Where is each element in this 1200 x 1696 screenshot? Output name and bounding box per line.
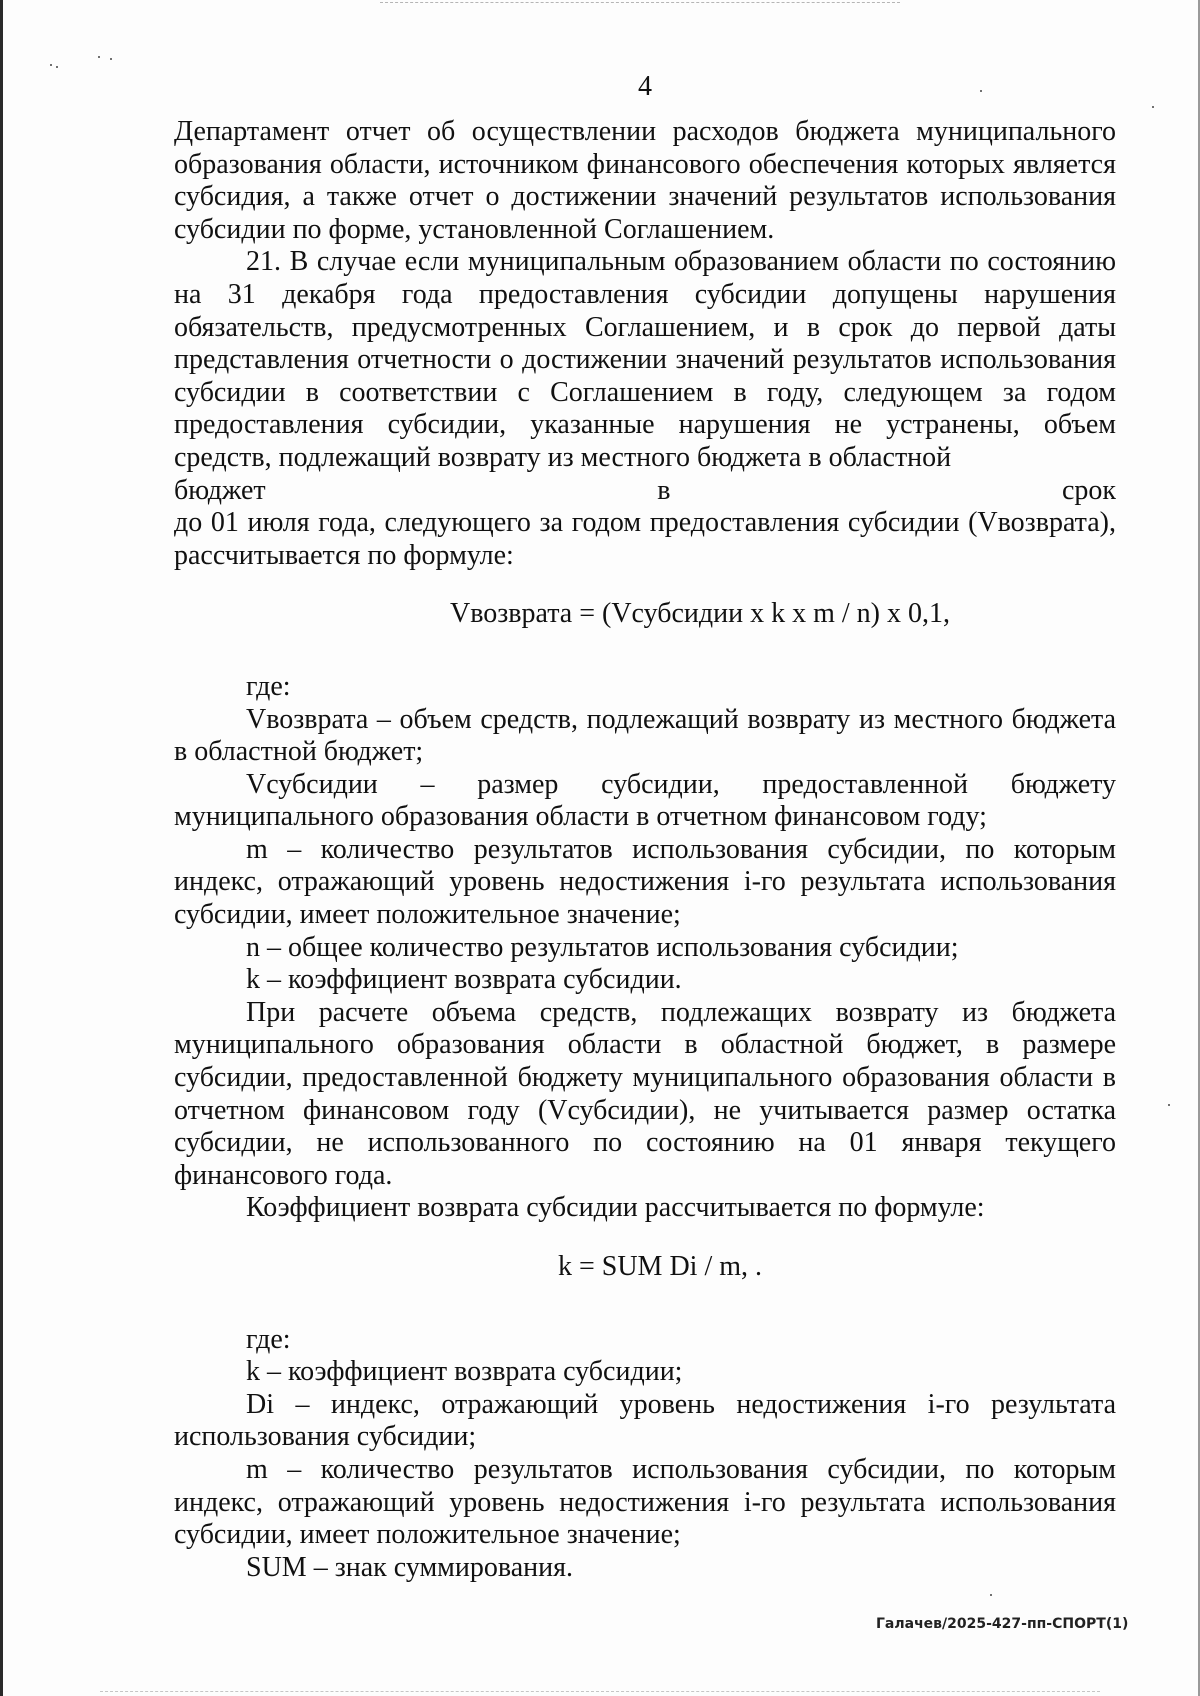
paragraph-report: Департамент отчет об осуществлении расходов бюджета муниципального образования области, источником финансового обеспечения которых является субсидия, а также отчет о достижении значений результатов использования субсидии по форме, установленной Соглашением. bbox=[174, 116, 1116, 245]
definition-n: n – общее количество результатов использования субсидии; bbox=[246, 931, 959, 963]
document-body bbox=[174, 116, 1116, 1584]
page-number: 4 bbox=[638, 71, 652, 102]
scan-edge-left bbox=[0, 0, 3, 1696]
definition-m-2: m – количество результатов использования субсидии, по которым индекс, отражающий уровень недостижения i-го результата использования субсидии, имеет положительное значение; bbox=[174, 1453, 1116, 1551]
word-in: в bbox=[657, 474, 671, 506]
formula-return-volume: Vвозврата = (Vсубсидии x k x m / n) x 0,1, bbox=[449, 598, 951, 630]
scan-speck bbox=[1168, 1104, 1170, 1106]
word-term: срок bbox=[1061, 474, 1116, 506]
definition-sum: SUM – знак суммирования. bbox=[246, 1551, 574, 1583]
scan-artifact-top bbox=[380, 2, 900, 4]
scan-speck bbox=[50, 64, 52, 66]
paragraph-calculation: При расчете объема средств, подлежащих возврату из бюджета муниципального образования области в областной бюджет, в размере субсидии, предоставленной бюджету муниципального образования области в отчетном финансовом году (Vсубсидии), не учитывается размер остатка субсидии, не использованного по состоянию на 01 января текущего финансового года. bbox=[174, 996, 1116, 1191]
word-budget: бюджет bbox=[174, 474, 266, 506]
scan-speck bbox=[56, 66, 58, 68]
scan-speck bbox=[110, 58, 112, 60]
definition-k-1: k – коэффициент возврата субсидии. bbox=[246, 964, 682, 996]
paragraph-coefficient: Коэффициент возврата субсидии рассчитывается по формуле: bbox=[246, 1192, 985, 1224]
where-label-2: где: bbox=[246, 1323, 291, 1355]
scan-speck bbox=[98, 56, 100, 58]
scan-artifact-bottom bbox=[100, 1691, 1100, 1693]
paragraph-clause-21-tail: до 01 июля года, следующего за годом предоставления субсидии (Vвозврата), рассчитывается по формуле: bbox=[174, 507, 1116, 571]
where-label-1: где: bbox=[246, 670, 291, 702]
scan-speck bbox=[1152, 106, 1154, 108]
formula-coefficient: k = SUM Di / m, . bbox=[557, 1251, 763, 1282]
definition-k-2: k – коэффициент возврата субсидии; bbox=[246, 1356, 683, 1388]
definition-v-return: Vвозврата – объем средств, подлежащий возврату из местного бюджета в областной бюджет; bbox=[174, 703, 1116, 768]
scan-speck bbox=[990, 1594, 992, 1596]
definition-m-1: m – количество результатов использования субсидии, по которым индекс, отражающий уровень недостижения i-го результата использования субсидии, имеет положительное значение; bbox=[174, 833, 1116, 931]
definition-di: Di – индекс, отражающий уровень недостижения i-го результата использования субсидии; bbox=[174, 1388, 1116, 1453]
document-code: Галачев/2025-427-пп-СПОРТ(1) bbox=[876, 1616, 1129, 1632]
definition-v-subsidy: Vсубсидии – размер субсидии, предоставленной бюджету муниципального образования области в отчетном финансовом году; bbox=[174, 768, 1116, 833]
paragraph-clause-21-spread-line bbox=[174, 475, 1116, 508]
paragraph-clause-21: 21. В случае если муниципальным образованием области по состоянию на 31 декабря года предоставления субсидии допущены нарушения обязательств, предусмотренных Соглашением, и в срок до первой даты представления отчетности о достижении значений результатов использования субсидии в соответствии с Соглашением в году, следующем за годом предоставления субсидии, указанные нарушения не устранены, объем средств, подлежащий возврату из местного бюджета в областной bbox=[174, 246, 1116, 473]
